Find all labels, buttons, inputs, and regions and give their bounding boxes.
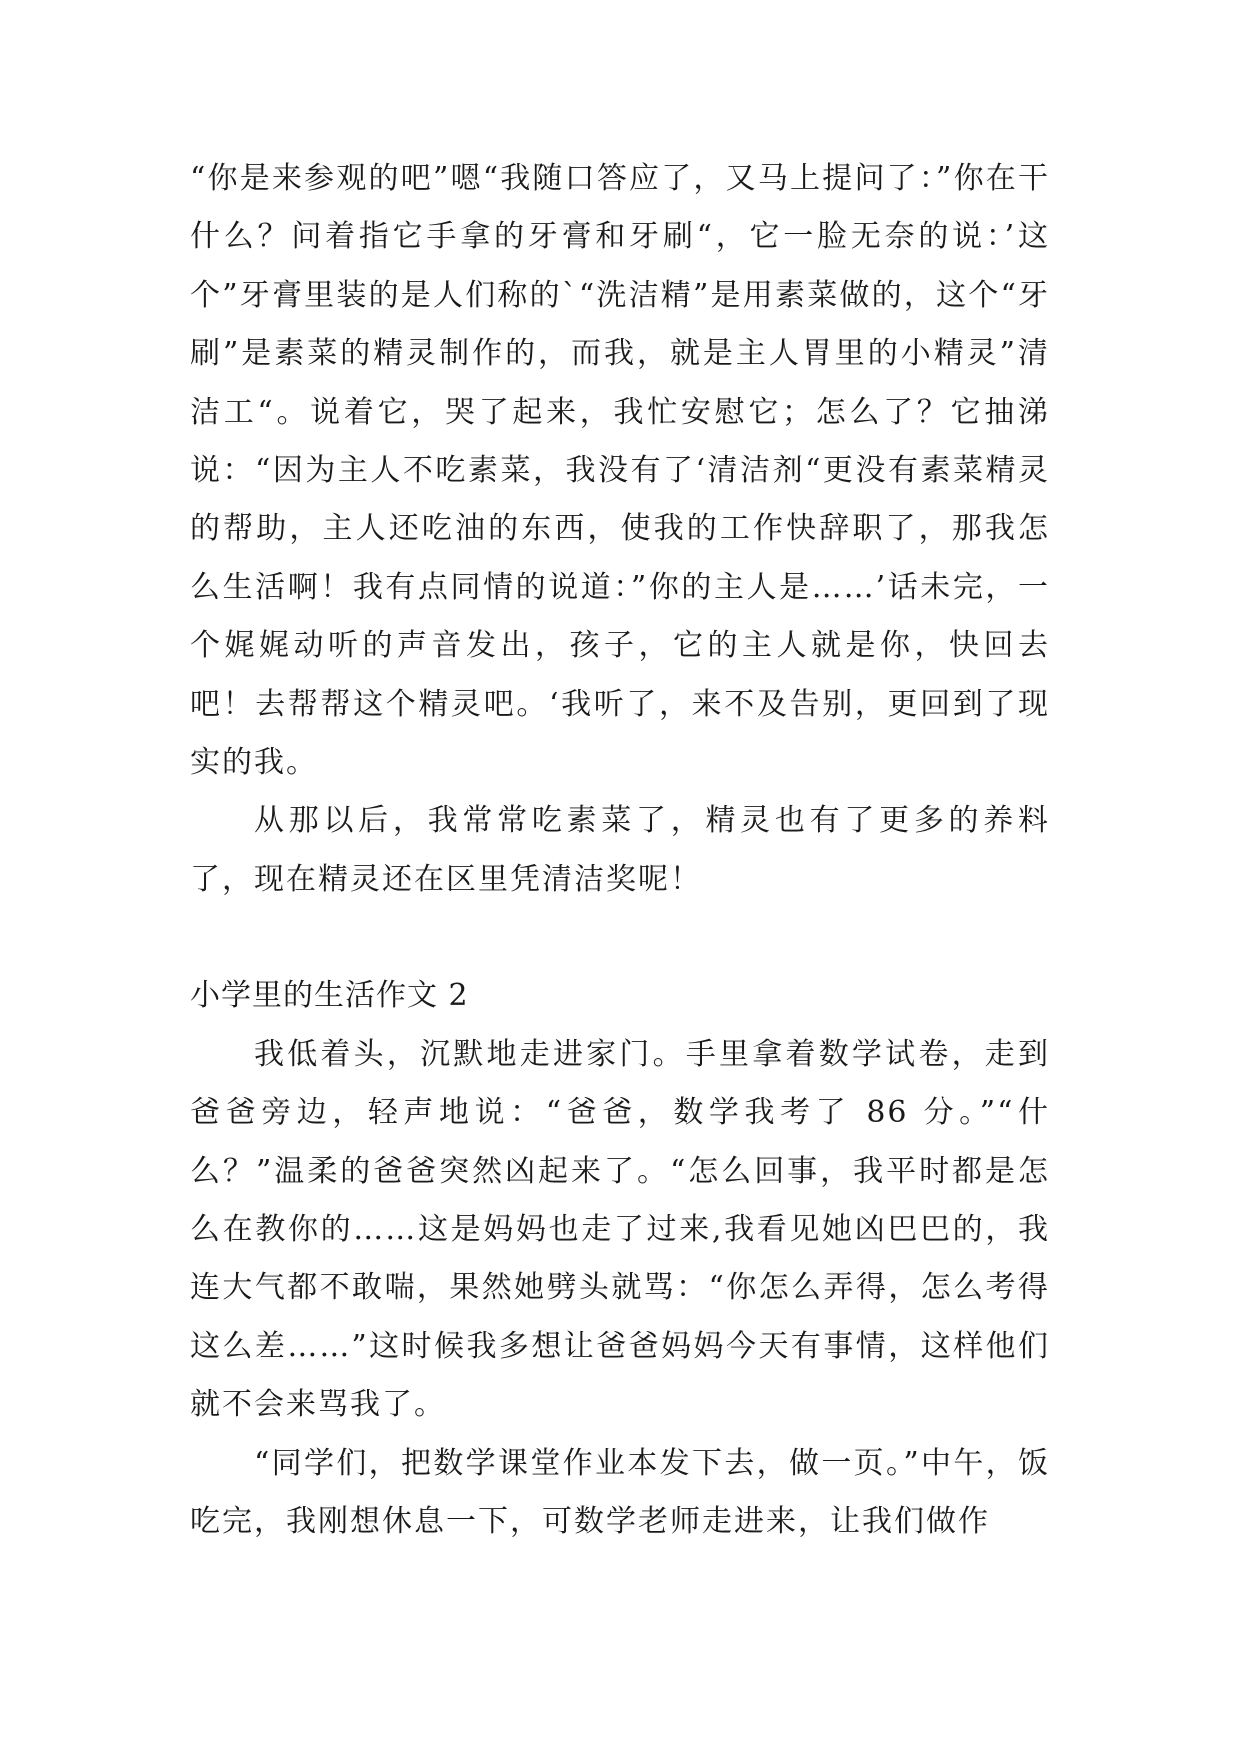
paragraph-dialogue: “你是来参观的吧”嗯“我随口答应了，又马上提问了：”你在干什么？问着指它手拿的牙膏和牙刷“，它一脸无奈的说：’这个”牙膏里装的是人们称的`“洗洁精”是用素菜做的，这个“牙刷”是素菜的精灵制作的，而我，就是主人胃里的小精灵”清洁工“。说着它，哭了起来，我忙安慰它；怎么了？它抽涕说：“因为主人不吃素菜，我没有了‘清洁剂“更没有素菜精灵的帮助，主人还吃油的东西，使我的工作快辞职了，那我怎么生活啊！我有点同情的说道：”你的主人是……’话未完，一个娓娓动听的声音发出，孩子，它的主人就是你，快回去吧！去帮帮这个精灵吧。‘我听了，来不及告别，更回到了现实的我。 [190, 161, 1050, 781]
paragraph-coming-home: 我低着头，沉默地走进家门。手里拿着数学试卷，走到爸爸旁边，轻声地说：“爸爸，数学我考了 86 分。”“什么？”温柔的爸爸突然凶起来了。“怎么回事，我平时都是怎么在教你的……这是妈妈也走了过来,我看见她凶巴巴的，我连大气都不敢喘，果然她劈头就骂：“你怎么弄得，怎么考得这么差……”这时候我多想让爸爸妈妈今天有事情，这样他们就不会来骂我了。 [190, 1036, 1050, 1423]
document-body [190, 150, 1050, 1551]
section-heading: 小学里的生活作文 2 [190, 978, 469, 1014]
paragraph-classroom: “同学们，把数学课堂作业本发下去，做一页。”中午，饭吃完，我刚想休息一下，可数学老师走进来，让我们做作 [190, 1445, 1050, 1539]
section-spacer [190, 909, 1050, 967]
paragraph-conclusion: 从那以后，我常常吃素菜了，精灵也有了更多的养料了，现在精灵还在区里凭清洁奖呢！ [190, 803, 1050, 897]
